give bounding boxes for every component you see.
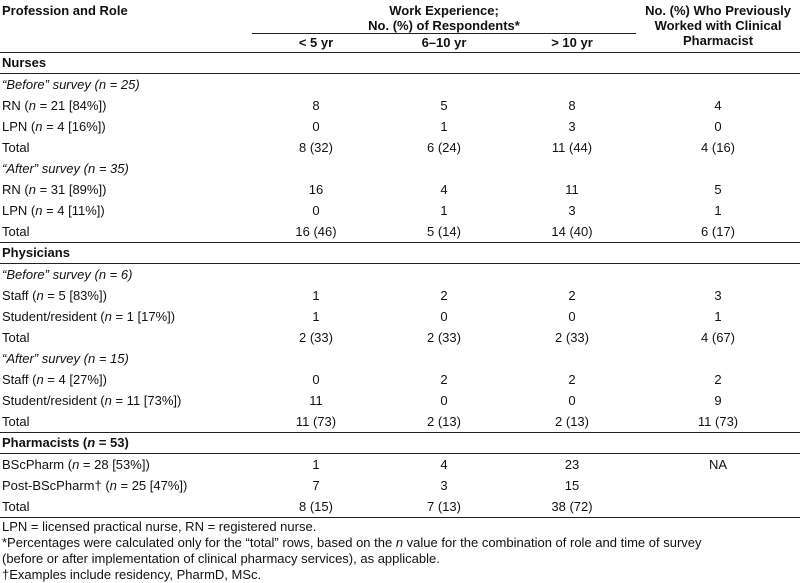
table-row — [0, 116, 800, 137]
total-row — [0, 137, 800, 158]
section-pharmacists — [0, 433, 800, 454]
cell-lt5: 16 (46) — [252, 221, 380, 243]
cell-prev: 2 — [714, 372, 722, 387]
cell-prev: NA — [709, 457, 728, 472]
header-prev-line3: Pharmacist — [682, 33, 754, 48]
section-title: Pharmacists (n = 53) — [0, 433, 800, 454]
cell-prev — [636, 475, 800, 496]
section-nurses — [0, 53, 800, 74]
cell-gt10: 23 — [564, 457, 580, 472]
cell-6-10: 1 — [440, 203, 448, 218]
cell-6-10: 5 — [440, 98, 448, 113]
cell-prev: 11 (73) — [636, 411, 800, 433]
cell-prev: 4 — [714, 98, 722, 113]
cell-prev: 1 — [714, 309, 722, 324]
cell-prev: 4 (16) — [701, 140, 736, 155]
survey-label: “Before” survey (n = 6) — [2, 267, 133, 282]
table-row — [0, 369, 800, 390]
cell-6-10: 5 (14) — [380, 221, 508, 243]
cell-gt10: 38 (72) — [508, 496, 636, 518]
cell-gt10: 11 — [565, 182, 579, 197]
cell-lt5: 0 — [312, 203, 320, 218]
cell-gt10: 8 — [568, 98, 576, 113]
cell-prev: 6 (17) — [636, 221, 800, 243]
cell-lt5: 8 (15) — [252, 496, 380, 518]
footnote-dagger: †Examples include residency, PharmD, MSc. — [2, 567, 262, 582]
cell-prev — [636, 496, 800, 518]
cell-6-10: 4 — [440, 457, 448, 472]
total-row — [0, 496, 800, 518]
row-label: Post-BScPharm† (n = 25 [47%]) — [2, 478, 188, 493]
cell-prev: 3 — [714, 288, 722, 303]
section-title: Nurses — [0, 53, 800, 74]
row-label: Staff (n = 4 [27%]) — [2, 372, 107, 387]
cell-lt5: 1 — [312, 288, 320, 303]
header-lt5: < 5 yr — [252, 34, 380, 52]
cell-6-10: 0 — [440, 393, 448, 408]
header-prev-line1: No. (%) Who Previously — [645, 3, 791, 18]
row-label: Student/resident (n = 11 [73%]) — [2, 393, 182, 408]
table-row — [0, 390, 800, 411]
cell-gt10: 15 — [564, 478, 580, 493]
survey-label: “After” survey (n = 35) — [2, 161, 129, 176]
row-label: BScPharm (n = 28 [53%]) — [2, 457, 150, 472]
cell-lt5: 0 — [312, 372, 320, 387]
total-label: Total — [2, 140, 30, 155]
cell-lt5: 2 (33) — [299, 330, 333, 345]
header-profession-role: Profession and Role — [2, 3, 128, 18]
header-6-10: 6–10 yr — [380, 34, 508, 52]
row-label: Student/resident (n = 1 [17%]) — [2, 309, 176, 324]
cell-gt10: 2 — [568, 288, 576, 303]
row-label: Staff (n = 5 [83%]) — [2, 288, 107, 303]
cell-gt10: 2 (13) — [508, 411, 636, 433]
table-row — [0, 306, 800, 327]
cell-lt5: 8 (32) — [299, 140, 333, 155]
cell-prev: 4 (67) — [701, 330, 736, 345]
row-label: RN (n = 21 [84%]) — [2, 98, 107, 113]
section-physicians — [0, 243, 800, 264]
cell-6-10: 2 — [440, 372, 448, 387]
row-label: LPN (n = 4 [11%]) — [2, 203, 105, 218]
cell-gt10: 14 (40) — [508, 221, 636, 243]
total-row — [0, 327, 800, 348]
cell-lt5: 1 — [312, 309, 320, 324]
footnote-percentages-line2: (before or after implementation of clinical pharmacy services), as applicable. — [2, 551, 440, 566]
cell-6-10: 4 — [440, 182, 448, 197]
cell-6-10: 1 — [440, 119, 448, 134]
total-row — [0, 411, 800, 433]
cell-gt10: 3 — [568, 119, 576, 134]
row-label: RN (n = 31 [89%]) — [2, 182, 107, 197]
header-work-experience-line1: Work Experience; — [389, 3, 499, 18]
cell-prev: 9 — [714, 393, 722, 408]
survey-row — [0, 348, 800, 369]
survey-row — [0, 74, 800, 96]
table-row — [0, 285, 800, 306]
cell-6-10: 3 — [440, 478, 448, 493]
table-row — [0, 95, 800, 116]
cell-lt5: 8 — [312, 98, 320, 113]
table-row — [0, 200, 800, 221]
total-row — [0, 221, 800, 243]
cell-6-10: 2 (13) — [380, 411, 508, 433]
cell-gt10: 2 — [568, 372, 576, 387]
section-title: Physicians — [0, 243, 800, 264]
cell-lt5: 11 (73) — [252, 411, 380, 433]
row-label: LPN (n = 4 [16%]) — [2, 119, 106, 134]
total-label: Total — [2, 330, 30, 345]
cell-prev: 0 — [714, 119, 722, 134]
header-previously-worked — [636, 0, 800, 51]
table-footnotes — [0, 518, 800, 583]
cell-prev: 5 — [714, 182, 722, 197]
cell-prev: 1 — [714, 203, 722, 218]
total-label: Total — [0, 221, 252, 243]
cell-gt10: 0 — [568, 309, 576, 324]
header-work-experience-line2: No. (%) of Respondents* — [368, 18, 520, 33]
table-row — [0, 179, 800, 200]
header-work-experience — [252, 0, 636, 34]
survey-row — [0, 264, 800, 286]
cell-lt5: 7 — [312, 478, 320, 493]
footnote-percentages-line1: *Percentages were calculated only for the “total” rows, based on the n value for the combination of role and time of survey — [2, 535, 702, 550]
cell-lt5: 16 — [308, 182, 324, 197]
cell-gt10: 2 (33) — [555, 330, 589, 345]
table-row — [0, 475, 800, 496]
header-prev-line2: Worked with Clinical — [654, 18, 782, 33]
cell-6-10: 7 (13) — [380, 496, 508, 518]
footnote-abbreviations: LPN = licensed practical nurse, RN = registered nurse. — [2, 519, 317, 534]
cell-gt10: 3 — [568, 203, 576, 218]
cell-6-10: 0 — [440, 309, 448, 324]
cell-6-10: 6 (24) — [427, 140, 461, 155]
total-label: Total — [0, 496, 252, 518]
table-row — [0, 454, 800, 476]
cell-6-10: 2 (33) — [427, 330, 461, 345]
total-label: Total — [0, 411, 252, 433]
cell-gt10: 0 — [568, 393, 576, 408]
cell-6-10: 2 — [440, 288, 448, 303]
cell-gt10: 11 (44) — [551, 140, 593, 155]
header-gt10: > 10 yr — [508, 34, 636, 52]
cell-lt5: 0 — [312, 119, 320, 134]
survey-row — [0, 158, 800, 179]
cell-lt5: 1 — [312, 457, 320, 472]
survey-label: “Before” survey (n = 25) — [2, 77, 140, 92]
survey-label: “After” survey (n = 15) — [2, 351, 129, 366]
cell-lt5: 11 — [309, 393, 323, 408]
